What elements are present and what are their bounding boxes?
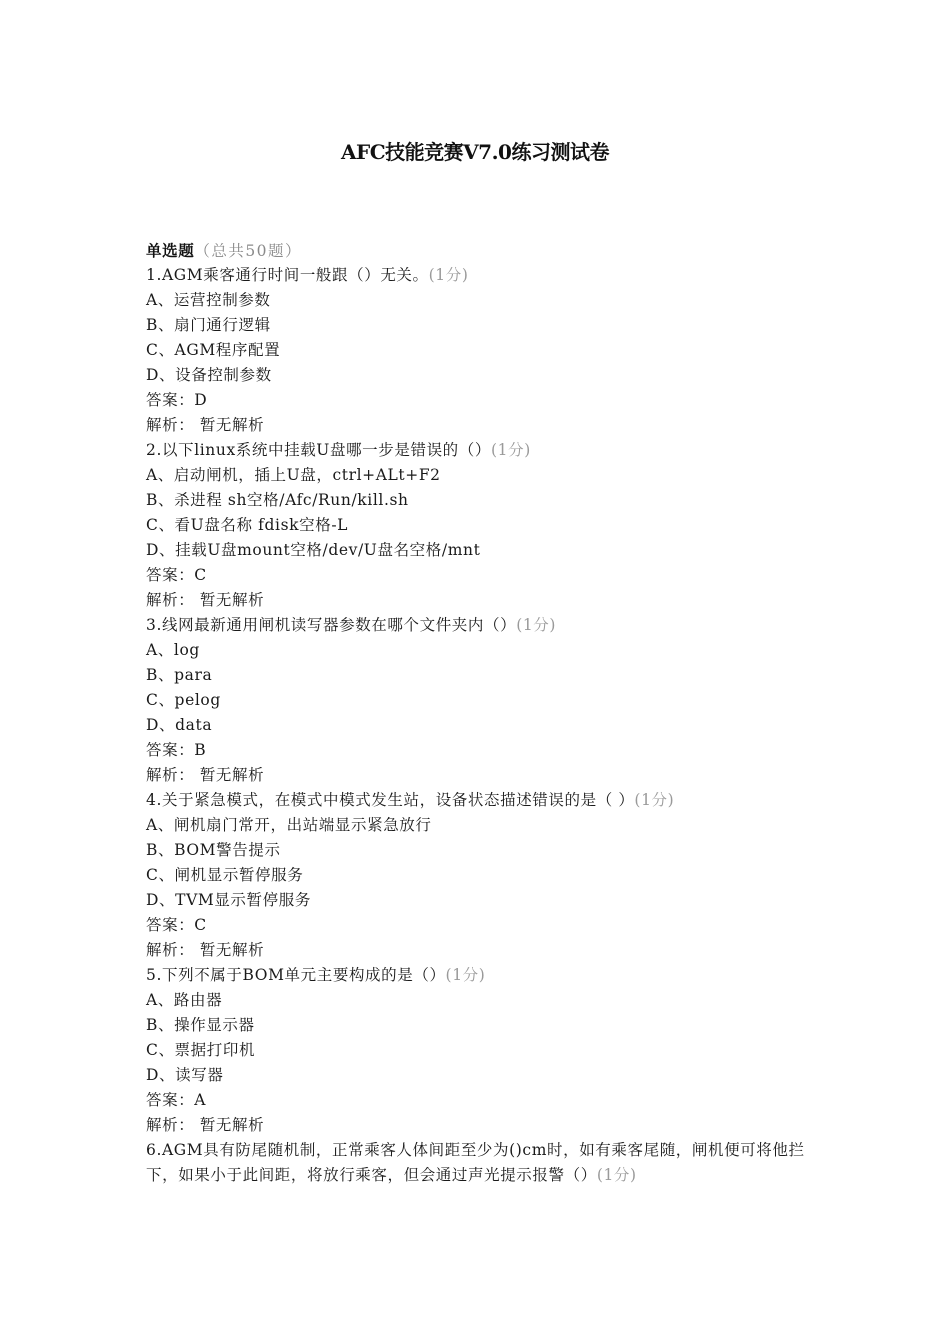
option-c: C、票据打印机 [146,1041,256,1059]
question-score: (1分) [634,791,675,809]
analysis: 解析： 暂无解析 [146,416,265,434]
answer: 答案：A [146,1091,207,1109]
answer: 答案：D [146,391,208,409]
option-b: B、para [146,666,213,684]
analysis: 解析： 暂无解析 [146,766,265,784]
section-count: （总共50题） [194,242,303,260]
option-d: D、设备控制参数 [146,366,272,384]
option-c: C、pelog [146,691,221,709]
option-b: B、杀进程 sh空格/Afc/Run/kill.sh [146,491,409,509]
option-a: A、log [146,641,200,659]
question-score: (1分) [596,1166,637,1184]
question-stem [146,263,806,288]
answer: 答案：C [146,916,207,934]
question-text: 1.AGM乘客通行时间一般跟（）无关。 [146,266,429,284]
option-d: D、TVM显示暂停服务 [146,891,311,909]
option-d: D、挂载U盘mount空格/dev/U盘名空格/mnt [146,541,481,559]
option-b: B、操作显示器 [146,1016,255,1034]
section-label: 单选题 [146,241,195,260]
option-a: A、运营控制参数 [146,291,271,309]
question-stem [146,963,806,988]
option-b: B、扇门通行逻辑 [146,316,271,334]
question-score: (1分) [490,441,531,459]
section-heading [146,238,806,263]
question-text: 2.以下linux系统中挂载U盘哪一步是错误的（） [146,441,491,459]
option-a: A、启动闸机，插上U盘，ctrl+ALt+F2 [146,466,441,484]
option-a: A、闸机扇门常开，出站端显示紧急放行 [146,816,432,834]
exam-content [146,238,806,1188]
analysis: 解析： 暂无解析 [146,941,265,959]
question-score: (1分) [445,966,486,984]
question-text: 3.线网最新通用闸机读写器参数在哪个文件夹内（） [146,616,517,634]
question-text: 4.关于紧急模式，在模式中模式发生站，设备状态描述错误的是（ ） [146,791,635,809]
question-stem [146,613,806,638]
analysis: 解析： 暂无解析 [146,1116,265,1134]
option-a: A、路由器 [146,991,223,1009]
question-stem [146,438,806,463]
page-title: AFC技能竞赛V7.0练习测试卷 [341,140,609,164]
option-b: B、BOM警告提示 [146,841,281,859]
option-c: C、看U盘名称 fdisk空格-L [146,516,349,534]
option-c: C、闸机显示暂停服务 [146,866,304,884]
question-text: 5.下列不属于BOM单元主要构成的是（） [146,966,446,984]
question-stem [146,788,806,813]
answer: 答案：C [146,566,207,584]
answer: 答案：B [146,741,207,759]
option-c: C、AGM程序配置 [146,341,281,359]
question-score: (1分) [428,266,469,284]
question-text: 6.AGM具有防尾随机制，正常乘客人体间距至少为()cm时，如有乘客尾随，闸机便可将他拦下，如果小于此间距，将放行乘客，但会通过声光提示报警（） [146,1141,805,1184]
question-stem [146,1138,806,1188]
option-d: D、data [146,716,213,734]
option-d: D、读写器 [146,1066,224,1084]
question-score: (1分) [516,616,557,634]
analysis: 解析： 暂无解析 [146,591,265,609]
